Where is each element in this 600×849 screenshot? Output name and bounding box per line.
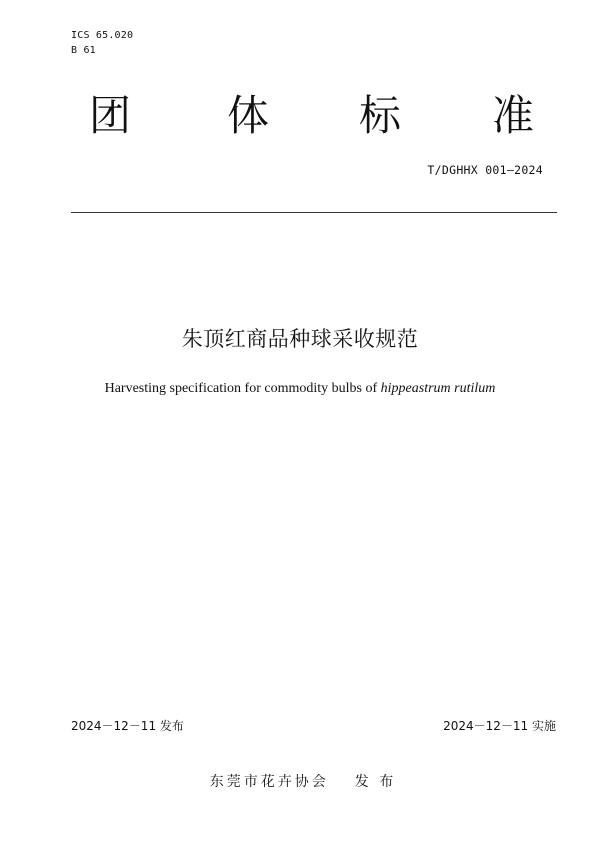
english-title — [0, 380, 600, 398]
chinese-title: 朱顶红商品种球采收规范 — [181, 327, 419, 351]
standard-number: T/DGHHX 001—2024 — [427, 163, 543, 177]
document-type-char: 团 — [88, 91, 131, 140]
publisher-name: 东莞市花卉协会 — [209, 774, 329, 790]
implement-date: 2024－12－11 实施 — [443, 719, 556, 733]
header-divider — [71, 212, 557, 213]
ccs-code: B 61 — [71, 45, 96, 56]
document-type-char: 准 — [491, 91, 534, 140]
document-type-char: 标 — [358, 91, 401, 140]
document-type-title — [0, 88, 600, 148]
english-title-italic: hippeastrum rutilum — [380, 381, 496, 396]
publisher-action: 发 布 — [354, 774, 397, 790]
english-title-plain: Harvesting specification for commodity bulbs of — [104, 381, 381, 396]
publisher-line — [0, 772, 600, 792]
ics-code: ICS 65.020 — [71, 30, 134, 41]
document-type-char: 体 — [226, 91, 269, 140]
publish-date: 2024－12－11 发布 — [71, 719, 184, 733]
